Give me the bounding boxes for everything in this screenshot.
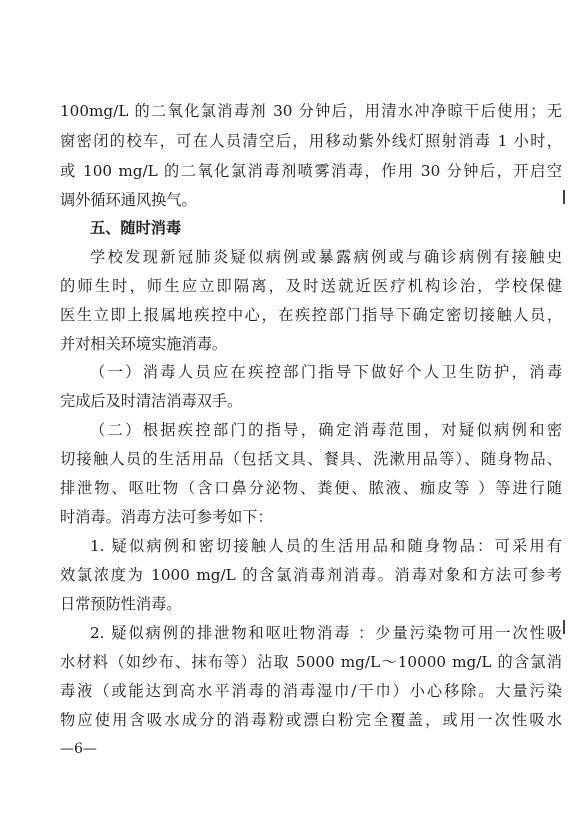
text-line: （二）根据疾控部门的指导，确定消毒范围，对疑似病例和密 [90, 421, 562, 439]
section-heading: 五、随时消毒 [90, 219, 182, 237]
scan-edge-mark [563, 620, 565, 634]
text-line: （一）消毒人员应在疾控部门指导下做好个人卫生防护，消毒 [90, 363, 562, 381]
scan-edge-mark [563, 190, 565, 204]
text-line: 排泄物、呕吐物（含口鼻分泌物、粪便、脓液、痂皮等 ）等进行随 [60, 479, 562, 497]
text-line: 效氯浓度为 1000 mg/L 的含氯消毒剂消毒。消毒对象和方法可参考 [60, 566, 562, 584]
text-line: 的师生时，师生应立即隔离，及时送就近医疗机构诊治，学校保健 [60, 277, 562, 295]
text-line: 或 100 mg/L 的二氧化氯消毒剂喷雾消毒，作用 30 分钟后，开启空 [60, 162, 562, 180]
text-line: 日常预防性消毒。 [60, 595, 182, 613]
text-line: 时消毒。消毒方法可参考如下： [60, 508, 273, 526]
text-line: 毒液（或能达到高水平消毒的消毒湿巾/干巾）小心移除。大量污染 [60, 682, 562, 700]
text-line: 切接触人员的生活用品（包括文具、餐具、洗漱用品等）、随身物品、 [60, 450, 562, 468]
text-line: 完成后及时清洁消毒双手。 [60, 392, 243, 410]
text-line: 医生立即上报属地疾控中心，在疾控部门指导下确定密切接触人员， [60, 306, 562, 324]
text-line: 物应使用含吸水成分的消毒粉或漂白粉完全覆盖，或用一次性吸水 [60, 711, 562, 729]
text-line: 2. 疑似病例的排泄物和呕吐物消毒 ：少量污染物可用一次性吸 [90, 624, 562, 642]
text-line: 学校发现新冠肺炎疑似病例或暴露病例或与确诊病例有接触史 [90, 248, 562, 266]
text-line: 水材料（如纱布、抹布等）沾取 5000 mg/L～10000 mg/L 的含氯消 [60, 653, 562, 671]
text-line: 窗密闭的校车，可在人员清空后，用移动紫外线灯照射消毒 1 小时， [60, 132, 562, 150]
page-number: —6— [60, 741, 97, 757]
text-line: 调外循环通风换气。 [60, 191, 197, 209]
text-line: 并对相关环境实施消毒。 [60, 335, 228, 353]
text-line: 100mg/L 的二氧化氯消毒剂 30 分钟后，用清水冲净晾干后使用；无 [60, 102, 562, 120]
text-line: 1. 疑似病例和密切接触人员的生活用品和随身物品：可采用有 [90, 537, 562, 555]
